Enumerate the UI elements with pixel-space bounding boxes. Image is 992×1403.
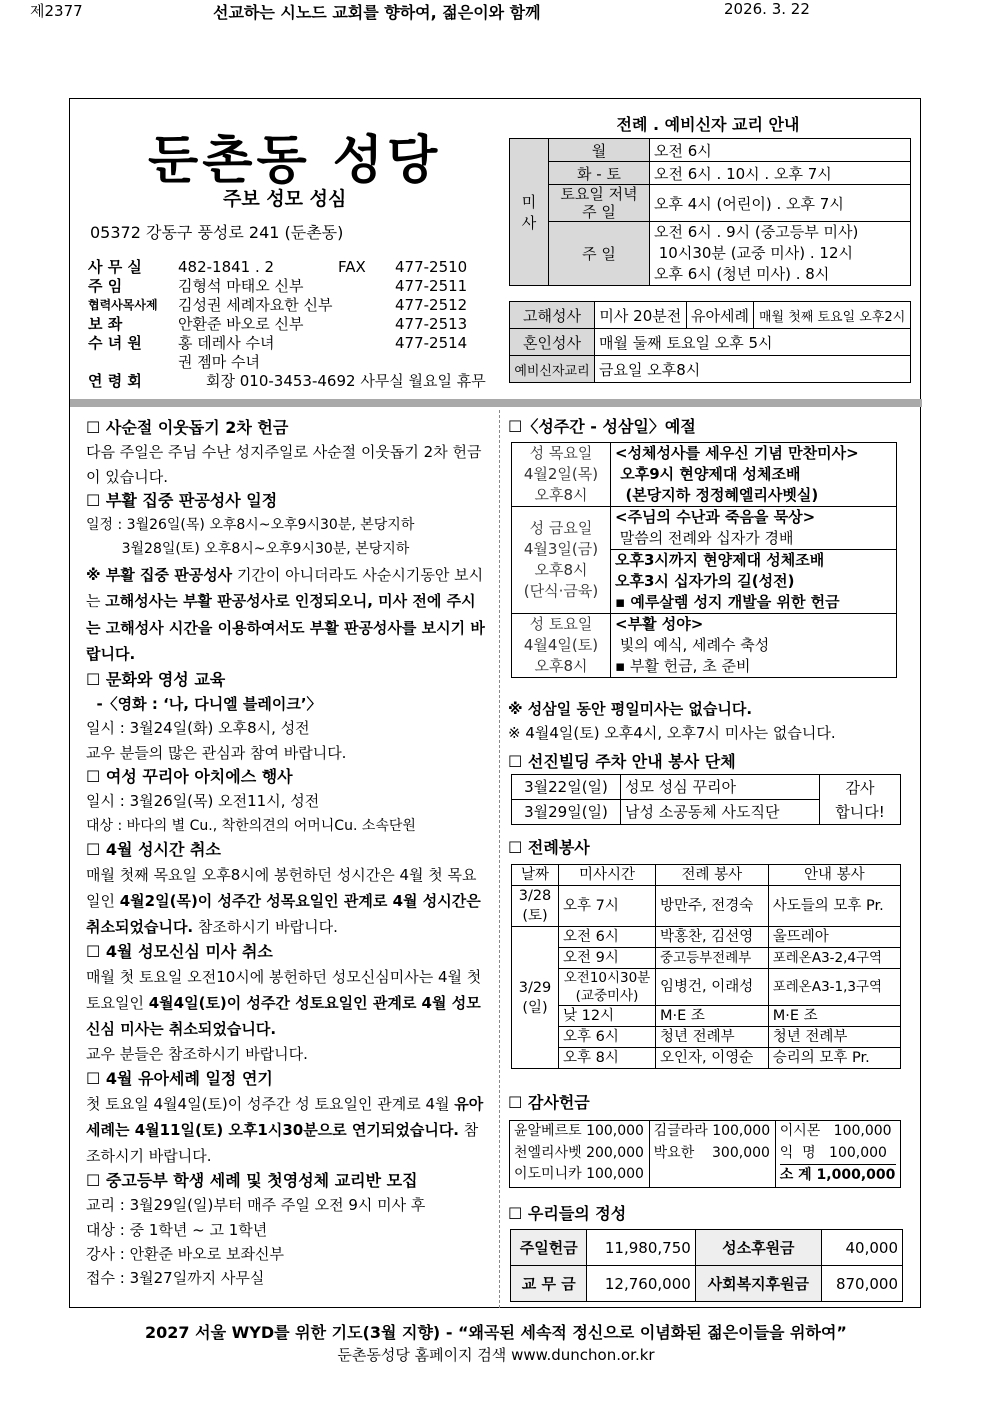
holyweek-line: <부활 성야>: [615, 615, 704, 633]
offering-value: 12,760,000: [587, 1266, 695, 1302]
mass-time: 오전 6시 . 10시 . 오후 7시: [650, 162, 911, 185]
notice-text: 첫 토요일 4월4일(토)이 성주간 성 토요일인 관계로 4월: [86, 1095, 455, 1114]
mass-day: 화 - 토: [549, 162, 650, 185]
staff-row: [88, 334, 488, 353]
issue-date: 2026. 3. 22: [724, 0, 810, 18]
catechism-label: 예비신자교리: [510, 356, 595, 383]
confession-label: 고해성사: [510, 302, 595, 329]
holyweek-line: 말씀의 전례와 십자가 경배: [615, 529, 794, 547]
staff-role: 협력사목사제: [88, 298, 158, 312]
donation-total: 소 계 1,000,000: [780, 1164, 896, 1187]
notice-title: ☐ 여성 꾸리아 아치에스 행사: [86, 766, 293, 786]
staff-directory: [88, 258, 488, 391]
notice-line: 교리 : 3월29일(일)부터 매주 주일 오전 9시 미사 후: [86, 1196, 426, 1215]
liturgy-date: 3/29 (일): [512, 927, 559, 1069]
notice-subtitle: -〈영화 : ‘나, 다니엘 블레이크’〉: [86, 695, 322, 714]
liturgy-time: 오전10시30분 (교중미사): [559, 969, 656, 1006]
notice-text: 매월 첫째 목요일 오후8시에 봉헌하던 성시간은 4월 첫 목요일인: [86, 866, 477, 911]
holyweek-line: <성체성사를 세우신 기념 만찬미사>: [615, 444, 859, 462]
notice-text: 매월 첫 토요일 오전10시에 봉헌하던 성모신심미사는 4월 첫 토요일인: [86, 968, 482, 1013]
mass-schedule-table: [509, 138, 911, 286]
liturgy-time: 오후 6시: [559, 1027, 656, 1048]
liturgy-header: 안내 봉사: [768, 865, 900, 886]
issue-number: 제2377: [30, 2, 83, 20]
mass-time: 오전 6시 . 9시 (중고등부 미사) 10시30분 (교중 미사) . 12시 오후 6시 (청년 미사) . 8시: [650, 222, 911, 286]
column-divider: [499, 410, 501, 1308]
liturgy-server: M·E 조: [656, 1006, 769, 1027]
notice-emphasis: 4월2일(목)이 성주간 성목요일인 관계로 4월 성시간은 취소되었습니다.: [86, 892, 481, 937]
staff-name: 홍 데레사 수녀: [178, 334, 275, 352]
holyweek-day: 성 금요일 4월3일(금) 오후8시 (단식·금육): [512, 507, 611, 614]
liturgy-time: 낮 12시: [559, 1006, 656, 1027]
liturgy-server: 임병건, 이래성: [656, 969, 769, 1006]
staff-role: 주 임: [88, 277, 123, 295]
liturgy-time: 오전 9시: [559, 948, 656, 969]
donation-table: [509, 1120, 901, 1188]
staff-name: 482-1841 . 2: [178, 258, 275, 276]
wedding-label: 혼인성사: [510, 329, 595, 356]
liturgy-time: 오후 7시: [559, 886, 656, 927]
notice-text: 참조하시기 바랍니다.: [193, 918, 338, 937]
wedding-time: 매월 둘째 토요일 오후 5시: [595, 329, 911, 356]
church-title: 둔촌동 성당: [148, 130, 442, 191]
mass-title: 전례 . 예비신자 교리 안내: [616, 115, 800, 134]
holyweek-note: ※ 4월4일(토) 오후4시, 오후7시 미사는 없습니다.: [508, 724, 836, 742]
infant-baptism-label: 유아세례: [686, 302, 754, 329]
notice-line: 강사 : 안환준 바오로 보좌신부: [86, 1244, 285, 1263]
liturgy-server: 방만주, 전경숙: [656, 886, 769, 927]
notice-text: 기간이 아니더라도 사순시기동안 보시는: [86, 565, 484, 611]
staff-name: 김성권 세례자요한 신부: [178, 296, 333, 314]
staff-role: 수 녀 원: [88, 334, 142, 352]
donor: 이도미니카 100,000: [514, 1166, 644, 1182]
parking-title: ☐ 선진빌딩 주차 안내 봉사 단체: [508, 752, 736, 771]
notice-line: 대상 : 중 1학년 ~ 고 1학년: [86, 1220, 268, 1239]
holyweek-note: ※ 성삼일 동안 평일미사는 없습니다.: [508, 700, 753, 718]
motto: 선교하는 시노드 교회를 향하여, 젊은이와 함께: [213, 3, 541, 22]
holyweek-day: 성 토요일 4월4일(토) 오후8시: [512, 614, 611, 678]
liturgy-guide: 청년 전례부: [768, 1027, 900, 1048]
staff-row: [88, 277, 488, 296]
notice-line: 일정 : 3월26일(목) 오후8시~오후9시30분, 본당지하: [86, 517, 415, 534]
donation-title: ☐ 감사헌금: [508, 1093, 590, 1112]
holyweek-line: ▪ 부활 헌금, 초 준비: [615, 657, 751, 675]
staff-name: 회장 010-3453-4692 사무실 월요일 휴무: [206, 372, 486, 390]
staff-role: 연 령 회: [88, 372, 142, 390]
staff-phone: 477-2511: [395, 277, 468, 295]
liturgy-server: 오인자, 이영순: [656, 1048, 769, 1069]
liturgy-header: 날짜: [512, 865, 559, 886]
staff-row: [88, 258, 488, 277]
holyweek-line: 오후3시까지 현양제대 성체조배: [615, 551, 825, 569]
notice-line: 일시 : 3월24일(화) 오후8시, 성전: [86, 719, 310, 738]
staff-row: [88, 315, 488, 334]
mass-side-label: 미 사: [510, 139, 549, 286]
offering-label: 주일헌금: [511, 1230, 587, 1266]
liturgy-time: 오전 6시: [559, 927, 656, 948]
liturgy-guide: 포레온A3-2,4구역: [768, 948, 900, 969]
holyweek-line: 오후3시 십자가의 길(성전): [615, 572, 795, 590]
parking-table: [511, 774, 901, 825]
donor: 박요한 300,000: [653, 1144, 770, 1161]
catechism-time: 금요일 오후8시: [595, 356, 911, 383]
notice-line: 접수 : 3월27일까지 사무실: [86, 1269, 265, 1288]
section-divider: [70, 399, 922, 407]
liturgy-guide: 사도들의 모후 Pr.: [768, 886, 900, 927]
church-address: 05372 강동구 풍성로 241 (둔촌동): [90, 223, 344, 242]
notice-body: 다음 주일은 주님 수난 성지주일로 사순절 이웃돕기 2차 헌금이 있습니다.: [86, 443, 482, 486]
liturgy-guide: M·E 조: [768, 1006, 900, 1027]
liturgy-time: 오후 8시: [559, 1048, 656, 1069]
liturgy-date: 3/28 (토): [512, 886, 559, 927]
liturgy-server: 청년 전례부: [656, 1027, 769, 1048]
staff-phone: 477-2510: [395, 258, 468, 276]
donor: 이시몬 100,000: [779, 1123, 892, 1139]
staff-name: 김형석 마태오 신부: [178, 277, 304, 295]
parking-date: 3월22일(일): [512, 775, 621, 800]
staff-role: 보 좌: [88, 315, 123, 333]
liturgy-guide: 울뜨레아: [768, 927, 900, 948]
notice-title: ☐ 부활 집중 판공성사 일정: [86, 490, 278, 510]
notice-emphasis: 유아세례는 4월11일(토) 오후1시30분으로 연기되었습니다.: [86, 1095, 484, 1140]
notice-line: 일시 : 3월26일(목) 오전11시, 성전: [86, 792, 320, 811]
liturgy-title: ☐ 전례봉사: [508, 838, 590, 857]
holyweek-day: 성 목요일 4월2일(목) 오후8시: [512, 443, 611, 507]
notices-column: [86, 416, 486, 1291]
liturgy-header: 미사시간: [559, 865, 656, 886]
homepage-link[interactable]: 둔촌동성당 홈페이지 검색 www.dunchon.or.kr: [337, 1346, 655, 1364]
holyweek-line: <주님의 수난과 죽음을 묵상>: [615, 508, 816, 526]
staff-phone: 477-2514: [395, 334, 468, 352]
holyweek-line: (본당지하 정정혜엘리사벳실): [615, 486, 819, 504]
notice-emphasis: 4월4일(토)이 성주간 성토요일인 관계로 4월 성모신심 미사는 취소되었습니다.: [86, 994, 481, 1039]
liturgy-server: 중고등부전례부: [656, 948, 769, 969]
notice-line: 교우 분들은 참조하시기 바랍니다.: [86, 1045, 308, 1064]
staff-phone: 477-2513: [395, 315, 468, 333]
notice-line: 3월28일(토) 오후8시~오후9시30분, 본당지하: [86, 541, 410, 558]
notice-emphasis: 고해성사는 부활 판공성사로 인정되오니, 미사 전에 주시는 고해성사 시간을 이용하여서도 부활 판공성사를 보시기 바랍니다.: [86, 592, 485, 664]
staff-name: 안환준 바오로 신부: [178, 315, 304, 333]
holyweek-table: [511, 442, 897, 678]
staff-row: [88, 372, 488, 391]
notice-line: 대상 : 바다의 별 Cu., 착한의견의 어머니Cu. 소속단원: [86, 817, 416, 834]
confession-time: 미사 20분전: [595, 302, 687, 329]
offering-value: 870,000: [821, 1266, 902, 1302]
mass-day: 토요일 저녁 주 일: [549, 185, 650, 222]
liturgy-table: [511, 864, 901, 1069]
parking-thanks: 감사 합니다!: [820, 775, 901, 825]
holyweek-title: ☐〈성주간 - 성삼일〉예절: [508, 417, 696, 436]
donor: 익 명 100,000: [779, 1144, 887, 1161]
offering-table: [510, 1229, 903, 1302]
holyweek-line: ▪ 예루살렘 성지 개발을 위한 헌금: [615, 593, 840, 611]
staff-name: 권 젬마 수녀: [178, 353, 260, 371]
top-header: [0, 0, 852, 24]
bulletin-subtitle: 주보 성모 성심: [223, 188, 347, 210]
notice-emphasis: ※ 부활 집중 판공성사: [86, 565, 233, 584]
offering-value: 11,980,750: [587, 1230, 695, 1266]
infant-baptism-time: 매월 첫째 토요일 오후2시: [754, 302, 911, 329]
liturgy-server: 박홍찬, 김선영: [656, 927, 769, 948]
sacrament-table: [509, 301, 911, 383]
parking-date: 3월29일(일): [512, 800, 621, 825]
donor: 김글라라 100,000: [653, 1123, 771, 1139]
mass-day: 월: [549, 139, 650, 162]
staff-row: [88, 353, 488, 372]
staff-role: 사 무 실: [88, 258, 142, 276]
offering-label: 성소후원금: [695, 1230, 821, 1266]
offering-value: 40,000: [821, 1230, 902, 1266]
mass-time: 오전 6시: [650, 139, 911, 162]
parking-group: 성모 성심 꾸리아: [621, 775, 820, 800]
notice-title: ☐ 4월 유아세례 일정 연기: [86, 1068, 273, 1088]
mass-day: 주 일: [549, 222, 650, 286]
notice-title: ☐ 문화와 영성 교육: [86, 669, 226, 689]
notice-title: ☐ 사순절 이웃돕기 2차 헌금: [86, 418, 289, 437]
fax-label: FAX: [338, 258, 366, 276]
liturgy-header: 전례 봉사: [656, 865, 769, 886]
mass-time: 오후 4시 (어린이) . 오후 7시: [650, 185, 911, 222]
offering-label: 교 무 금: [511, 1266, 587, 1302]
wyd-prayer: 2027 서울 WYD를 위한 기도(3월 지향) - “왜곡된 세속적 정신으로 이념화된 젊은이들을 위하여”: [145, 1323, 847, 1342]
offering-label: 사회복지후원금: [695, 1266, 821, 1302]
holyweek-line: 빛의 예식, 세례수 축성: [615, 636, 770, 654]
liturgy-guide: 포레온A3-1,3구역: [768, 969, 900, 1006]
notice-title: ☐ 4월 성시간 취소: [86, 839, 221, 859]
offering-title: ☐ 우리들의 정성: [508, 1204, 627, 1223]
holyweek-line: 오후9시 현양제대 성체조배: [615, 465, 801, 483]
notice-text: 참조하시기 바랍니다.: [86, 1121, 479, 1166]
donor: 천엘리사벳 200,000: [514, 1144, 644, 1161]
staff-phone: 477-2512: [395, 296, 468, 314]
notice-title: ☐ 4월 성모신심 미사 취소: [86, 942, 273, 962]
parking-group: 남성 소공동체 사도직단: [621, 800, 820, 825]
staff-row: [88, 296, 488, 315]
liturgy-guide: 승리의 모후 Pr.: [768, 1048, 900, 1069]
notice-title: ☐ 중고등부 학생 세례 및 첫영성체 교리반 모집: [86, 1171, 418, 1191]
notice-line: 교우 분들의 많은 관심과 참여 바랍니다.: [86, 743, 347, 762]
donor: 윤알베르토 100,000: [514, 1123, 644, 1139]
